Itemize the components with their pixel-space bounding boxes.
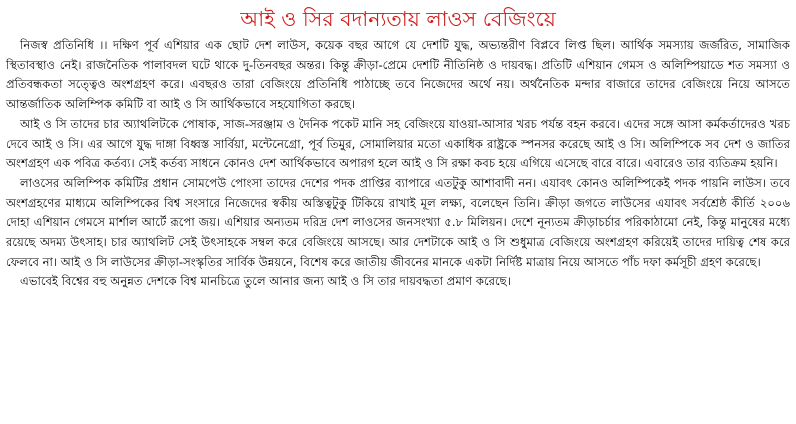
article-body xyxy=(6,36,790,292)
article-headline: আই ও সির বদান্যতায় লাওস বেজিংয়ে xyxy=(240,7,556,31)
article-paragraph-3: লাওসের অলিম্পিক কমিটির প্রধান সোমপেউ পোংসা তাদের দেশের পদক প্রাপ্তির ব্যাপারে এতটুকু আশাবাদী নন। এযাবৎ কোনও অলিম্পিকেই পদক পায়নি লাউস। তবে অংশগ্রহণের মাধ্যমে অলিম্পিকের বিশ্ব সংসারে নিজেদের স্বকীয় অস্তিত্বটুকু টিকিয়ে রাখাই মূল লক্ষ্য, বলেছেন তিনি। ক্রীড়া জগতে লাউসের এযাবৎ সর্বশ্রেষ্ঠ কীর্তি ২০০৬ দোহা এশিয়ান গেমসে মার্শাল আর্টে রূপো জয়। এশিয়ার অন্যতম দরিদ্র দেশ লাওসের জনসংখ্যা ৫.৮ মিলিয়ন। দেশে নূন্যতম ক্রীড়াচর্চার পরিকাঠামো নেই, কিন্তু মানুষের মধ্যে রয়েছে অদম্য উৎসাহ। চার অ্যাথলিট সেই উৎসাহকে সম্বল করে বেজিংয়ে আসছে। আর দেশটাকে আই ও সি শুধুমাত্র বেজিংয়ে অংশগ্রহণ করিয়েই তাদের দায়িত্ব শেষ করে ফেলবে না। আই ও সি লাউসের ক্রীড়া-সংস্কৃতির সার্বিক উন্নয়নে, বিশেষ করে জাতীয় জীবনের মানকে একটা নির্দিষ্ট মাত্রায় নিয়ে আসতে পাঁচ দফা কর্মসূচী গ্রহণ করেছে। xyxy=(6,175,790,269)
article-paragraph-4: এভাবেই বিশ্বের বহু অনুন্নত দেশকে বিশ্ব মানচিত্রে তুলে আনার জন্য আই ও সি তার দায়বদ্ধতা প্রমাণ করেছে। xyxy=(20,274,511,289)
article-paragraph-1: নিজস্ব প্রতিনিধি ।। দক্ষিণ পূর্ব এশিয়ার এক ছোট দেশ লাউস, কয়েক বছর আগে যে দেশটি যুদ্ধ, অভ্যন্তরীণ বিপ্লবে লিপ্ত ছিল। আর্থিক সমস্যায় জর্জরিত, সামাজিক স্থিতাবস্থাও নেই। রাজনৈতিক পালাবদল ঘটে থাকে দু-তিনবছর অন্তর। কিন্তু ক্রীড়া-প্রেমে দেশটি নীতিনিষ্ঠ ও দায়বদ্ধ। প্রতিটি এশিয়ান গেমস ও অলিম্পিয়াডে শত সমস্যা ও প্রতিবন্ধকতা সত্ত্বেও অংশগ্রহণ করে। এবছরও তারা বেজিংয়ে প্রতিনিধি পাঠাচ্ছে তবে নিজেদের অর্থে নয়। অর্থনৈতিক মন্দার বাজারে তাদের বেজিংয়ে নিয়ে আসতে আন্তর্জাতিক অলিম্পিক কমিটি বা আই ও সি আর্থিকভাবে সহযোগিতা করছে। xyxy=(6,38,790,112)
article-paragraph-2: আই ও সি তাদের চার অ্যাথলিটকে পোষাক, সাজ-সরঞ্জাম ও দৈনিক পকেট মানি সহ বেজিংয়ে যাওয়া-আসার খরচ পর্যন্ত বহন করবে। এদের সঙ্গে আসা কর্মকর্তাদেরও খরচ দেবে আই ও সি। এর আগে যুদ্ধ দাঙ্গা বিধ্বস্ত সার্বিয়া, মন্টেনেগ্রো, পূর্ব তিমুর, সোমালিয়ার মতো একাধিক রাষ্ট্রকে স্পনসর করেছে আই ও সি। অলিম্পিকে সব দেশ ও জাতির অংশগ্রহণ এক পবিত্র কর্তব্য। সেই কর্তব্য সাধনে কোনও দেশ আর্থিকভাবে অপারগ হলে আই ও সি রক্ষা কবচ হয়ে এগিয়ে এসেছে বারে বারে। এবারেও তার ব্যতিক্রম হয়নি। xyxy=(6,116,790,171)
